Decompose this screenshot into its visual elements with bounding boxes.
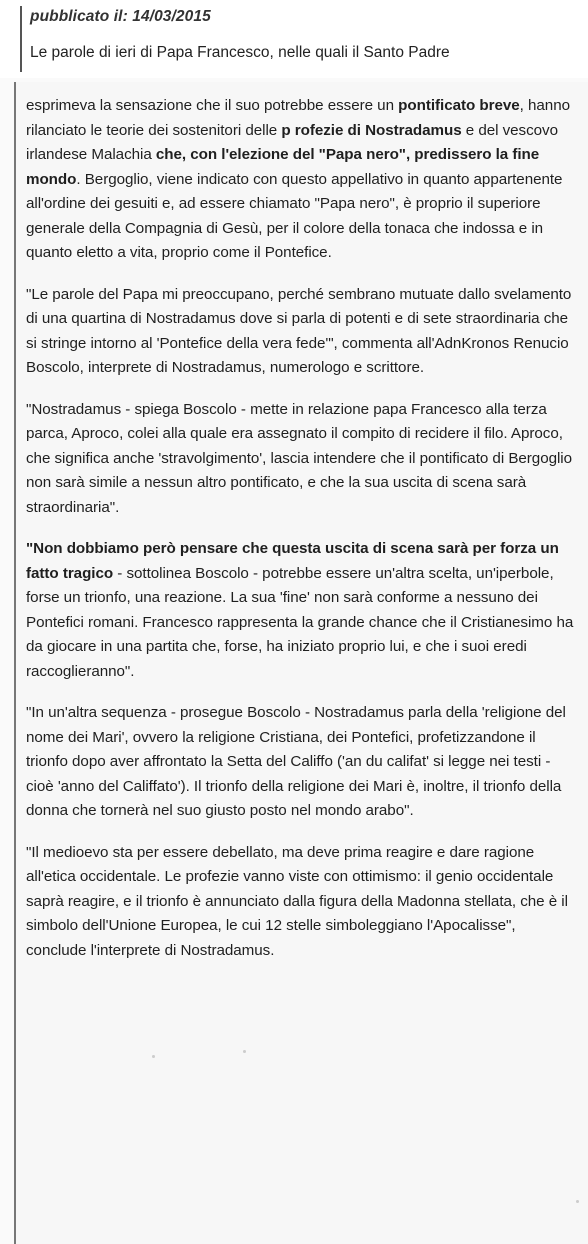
paragraph-1-bold-2: p rofezie di Nostradamus	[281, 121, 462, 139]
paragraph-1-text-c: , hanno rilanciato le teorie dei sostenitori delle	[26, 97, 570, 139]
paragraph-1-text-d: e del vescovo irlandese Malachia	[26, 121, 558, 163]
paragraph-4-text: - sottolinea Boscolo - potrebbe essere un'altra scelta, un'iperbole, forse un trionfo, una reazione. La sua 'fine' non sarà conforme a nessuno dei Pontefici romani. Francesco rappresenta la grande chance che il Cristianesimo ha da giocare in una partita che, forse, ha iniziato proprio lui, e che i suoi eredi raccoglieranno".	[26, 564, 574, 680]
article-body	[14, 82, 588, 1244]
scan-speck	[152, 1055, 155, 1058]
paragraph-1-bold-3: che, con l'elezione del "Papa nero", predissero la fine mondo	[26, 146, 540, 188]
paragraph-6: "Il medioevo sta per essere debellato, ma deve prima reagire e dare ragione all'etica occidentale. Le profezie vanno viste con ottimismo: il genio occidentale saprà reagire, e il trionfo è annunciato dalla figura della Madonna stellata, che è il simbolo dell'Unione Europea, le cui 12 stelle simboleggiano l'Apocalisse", conclude l'interprete di Nostradamus.	[26, 843, 568, 959]
paragraph-5: "In un'altra sequenza - prosegue Boscolo - Nostradamus parla della 'religione del nome dei Mari', ovvero la religione Cristiana, dei Pontefici, profetizzandone il trionfo dopo aver affrontato la Setta del Califfo ('an du califat' si legge nei testi - cioè 'anno del Califfato'). Il trionfo della religione dei Mari è, inoltre, il trionfo della donna che tornerà nel suo giusto posto nel mondo arabo".	[26, 704, 566, 819]
lead-line: Le parole di ieri di Papa Francesco, nelle quali il Santo Padre	[30, 44, 450, 61]
paragraph-1-text-e: . Bergoglio, viene indicato con questo appellativo in quanto appartenente all'ordine dei gesuiti e, ad essere chiamato "Papa nero", è proprio il superiore generale della Compagnia di Gesù, per il colore della tonaca che indossa e in quanto eletto a vita, proprio come il Pontefice.	[26, 170, 563, 261]
paragraph-2: "Le parole del Papa mi preoccupano, perché sembrano mutuate dallo svelamento di una quartina di Nostradamus dove si parla di potenti e di sete straordinaria che si stringe intorno al 'Pontefice della vera fede'", commenta all'AdnKronos Renucio Boscolo, interprete di Nostradamus, numerologo e scrittore.	[26, 285, 572, 376]
paragraph-4	[26, 537, 580, 684]
paragraph-3: "Nostradamus - spiega Boscolo - mette in relazione papa Francesco alla terza parca, Aproco, colei alla quale era assegnato il compito di recidere il filo. Aproco, che significa anche 'stravolgimento', lascia intendere che il pontificato di Bergoglio non sarà simile a nessun altro pontificato, e che la sua uscita di scena sarà straordinaria".	[26, 400, 573, 516]
scan-speck	[243, 1050, 246, 1053]
paragraph-4-bold: "Non dobbiamo però pensare che questa uscita di scena sarà per forza un fatto tragico	[26, 540, 559, 582]
publication-date: pubblicato il: 14/03/2015	[30, 8, 211, 25]
scan-speck	[576, 1200, 579, 1203]
article-header	[20, 6, 560, 72]
paragraph-1-text-a: esprimeva la sensazione che il suo potrebbe essere un	[26, 97, 399, 114]
paragraph-1-bold-1: pontificato breve	[398, 97, 520, 114]
paragraph-1	[26, 94, 580, 266]
